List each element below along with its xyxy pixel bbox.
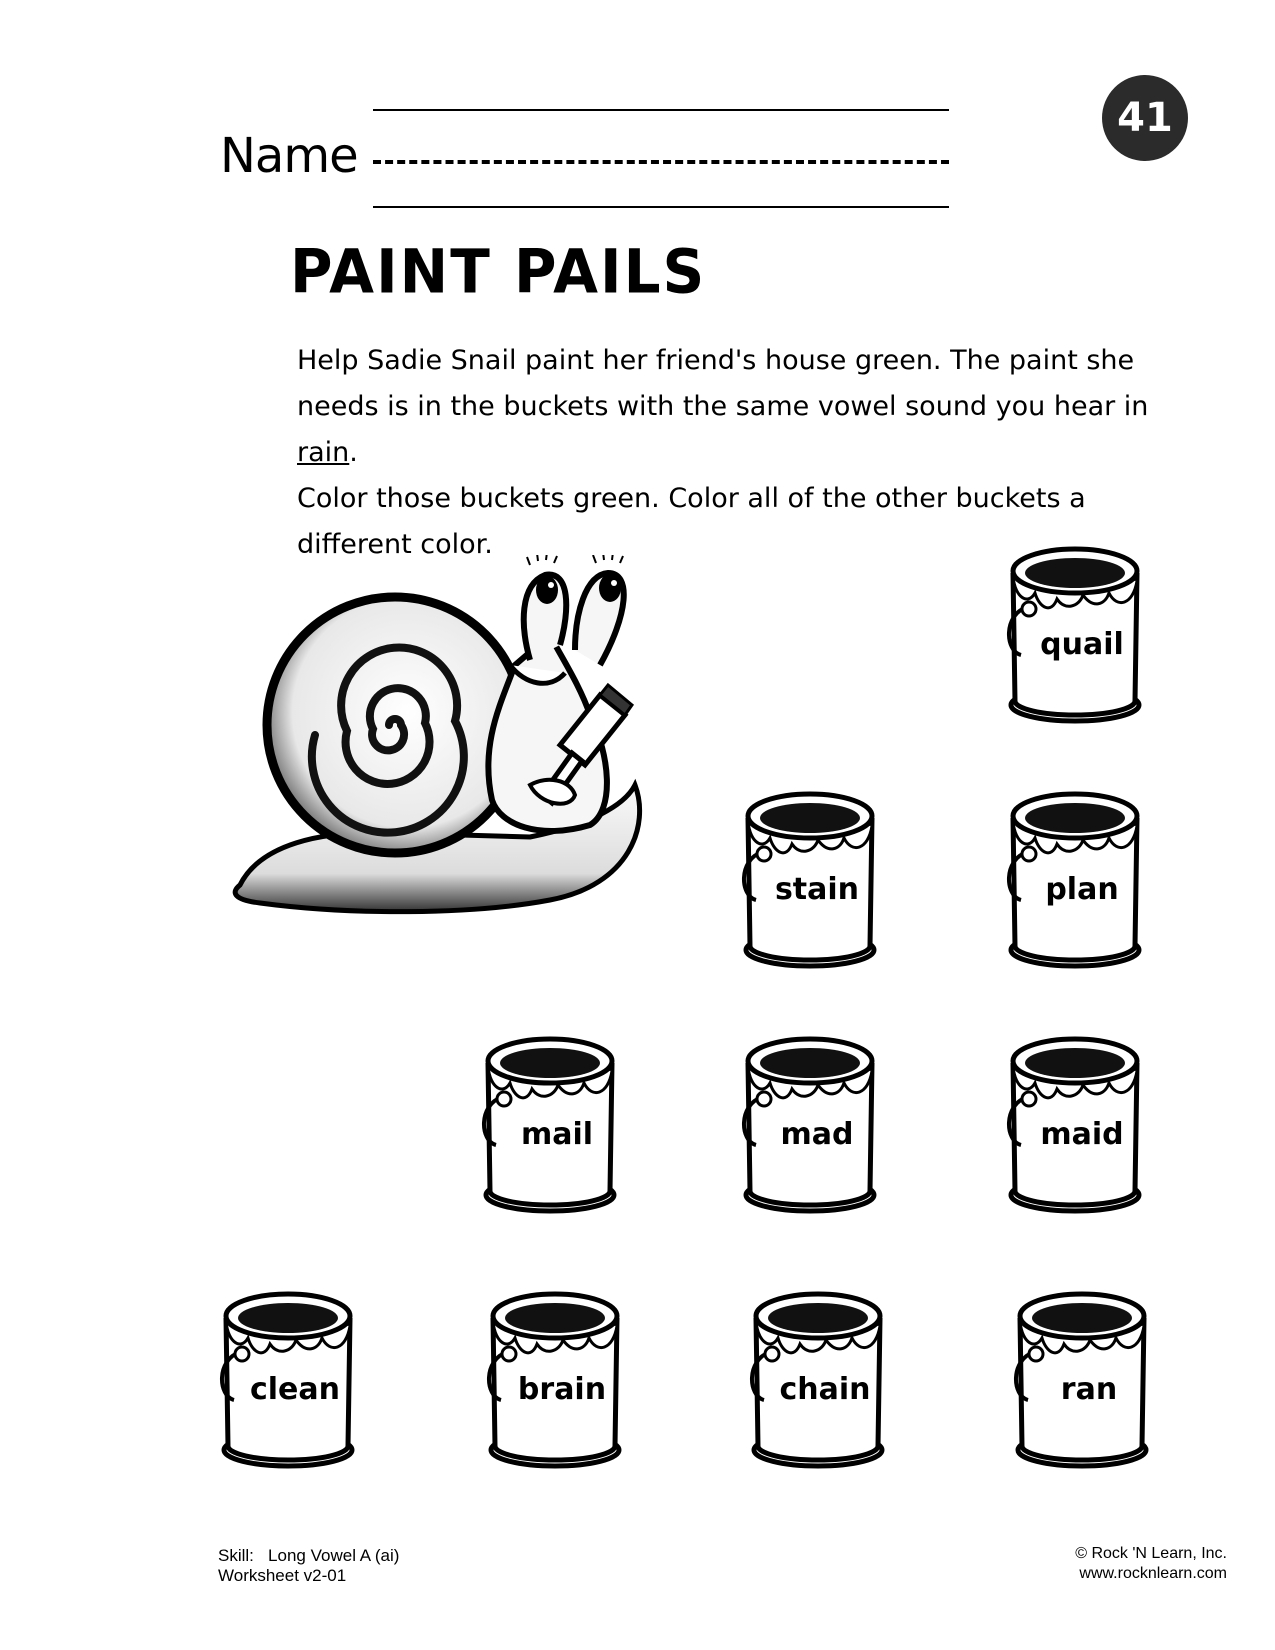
paint-pail-chain[interactable] xyxy=(748,1290,888,1470)
instructions-line-4: different color. xyxy=(297,529,493,560)
name-label: Name xyxy=(220,128,358,184)
instructions-line-2: needs is in the buckets with the same vowel sound you hear in xyxy=(297,391,1149,422)
pail-word: ran xyxy=(1060,1372,1118,1407)
paint-pail-quail[interactable] xyxy=(1005,545,1145,725)
footer-publisher-info xyxy=(1075,1544,1227,1584)
pail-word: mail xyxy=(520,1117,594,1152)
footer-skill-info xyxy=(218,1546,399,1586)
paint-pail-maid[interactable] xyxy=(1005,1035,1145,1215)
pail-word: plan xyxy=(1045,872,1119,907)
paint-pail-stain[interactable] xyxy=(740,790,880,970)
instructions-line-3: Color those buckets green. Color all of the other buckets a xyxy=(297,483,1086,514)
footer-website: www.rocknlearn.com xyxy=(1079,1565,1227,1582)
pail-word: chain xyxy=(779,1372,871,1407)
pail-word: maid xyxy=(1040,1117,1124,1152)
name-writing-line-top xyxy=(373,109,949,111)
pail-word: clean xyxy=(249,1372,340,1407)
name-writing-line-dashed xyxy=(373,160,949,164)
name-writing-line-bottom xyxy=(373,206,949,208)
instructions-keyword: rain xyxy=(297,437,350,468)
paint-pail-brain[interactable] xyxy=(485,1290,625,1470)
instructions xyxy=(297,338,1157,568)
instructions-line-1: Help Sadie Snail paint her friend's house green. The paint she xyxy=(297,345,1135,376)
paint-pail-mad[interactable] xyxy=(740,1035,880,1215)
worksheet-title: PAINT PAILS xyxy=(290,236,707,308)
paint-pail-mail[interactable] xyxy=(480,1035,620,1215)
paint-pail-clean[interactable] xyxy=(218,1290,358,1470)
paint-pail-plan[interactable] xyxy=(1005,790,1145,970)
footer-worksheet-id: Worksheet v2-01 xyxy=(218,1566,347,1585)
paint-pail-ran[interactable] xyxy=(1012,1290,1152,1470)
instructions-line-2-end: . xyxy=(349,437,358,468)
pail-word: mad xyxy=(780,1117,854,1152)
footer-copyright: © Rock 'N Learn, Inc. xyxy=(1075,1545,1227,1562)
snail-with-paintbrush-icon xyxy=(230,555,670,945)
pail-word: stain xyxy=(774,872,860,907)
page-number-badge: 41 xyxy=(1102,75,1188,161)
pail-word: brain xyxy=(517,1372,607,1407)
footer-skill: Skill: Long Vowel A (ai) xyxy=(218,1546,400,1565)
pail-word: quail xyxy=(1040,627,1124,662)
